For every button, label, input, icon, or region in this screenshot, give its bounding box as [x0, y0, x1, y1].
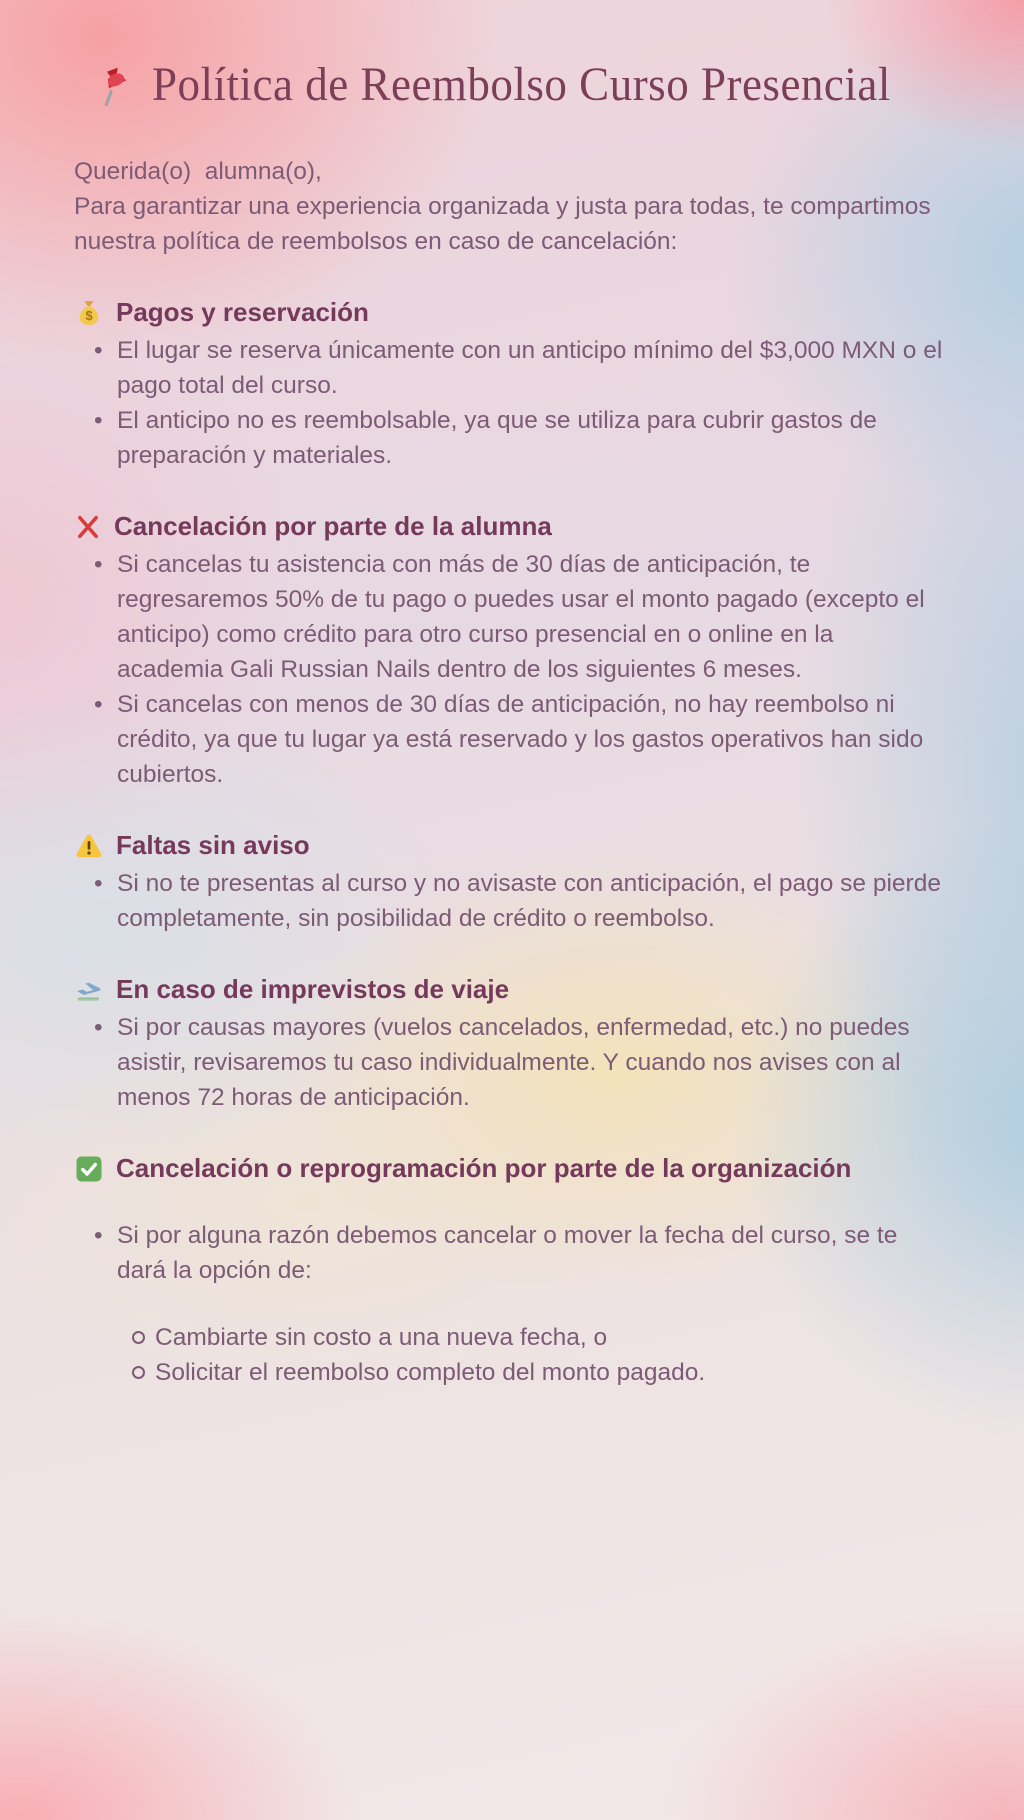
section-heading [74, 511, 964, 542]
intro-body: Para garantizar una experiencia organizada y justa para todas, te compartimos nuestra política de reembolsos en caso de cancelación: [74, 193, 931, 255]
list-item: • Si por alguna razón debemos cancelar o mover la fecha del curso, se te dará la opción de: [94, 1218, 946, 1288]
intro-greeting: Querida(o) alumna(o), [74, 158, 322, 185]
section-heading-text: Faltas sin aviso [116, 830, 310, 860]
section-heading-text: En caso de imprevistos de viaje [116, 974, 510, 1004]
page-title [92, 58, 964, 110]
bullet-list [74, 866, 946, 936]
section-heading [74, 297, 964, 328]
list-item: Solicitar el reembolso completo del monto pagado. [132, 1355, 964, 1390]
bullet-list [74, 1010, 946, 1115]
pushpin-icon [92, 62, 136, 106]
svg-text:$: $ [85, 307, 93, 323]
sub-bullet-list [112, 1320, 964, 1390]
bullet-list [74, 333, 946, 473]
section-heading-text: Cancelación o reprogramación por parte de la organización [116, 1153, 852, 1183]
section-faltas-sin-aviso [74, 830, 964, 936]
section-heading-text: Cancelación por parte de la alumna [114, 511, 552, 541]
money-bag-icon [74, 298, 104, 328]
section-heading [74, 830, 964, 861]
list-item: • Si cancelas con menos de 30 días de anticipación, no hay reembolso ni crédito, ya que tu lugar ya está reservado y los gastos operativos han sido cubiertos. [94, 687, 946, 792]
section-pagos-y-reservacion [74, 297, 964, 473]
section-heading-text: Pagos y reservación [116, 297, 369, 327]
list-item: • Si por causas mayores (vuelos cancelados, enfermedad, etc.) no puedes asistir, revisaremos tu caso individualmente. Y cuando nos avises con al menos 72 horas de anticipación. [94, 1010, 946, 1115]
section-imprevistos-viaje [74, 974, 964, 1115]
page-title-text: Política de Reembolso Curso Presencial [152, 57, 891, 111]
list-item: • El lugar se reserva únicamente con un anticipo mínimo del $3,000 MXN o el pago total del curso. [94, 333, 946, 403]
list-item: Cambiarte sin costo a una nueva fecha, o [132, 1320, 964, 1355]
warning-icon [74, 831, 104, 861]
list-item: • Si cancelas tu asistencia con más de 30 días de anticipación, te regresaremos 50% de tu pago o puedes usar el monto pagado (excepto el anticipo) como crédito para otro curso presencial en o online en la academia Gali Russian Nails dentro de los siguientes 6 meses. [94, 547, 946, 687]
list-item: • Si no te presentas al curso y no avisaste con anticipación, el pago se pierde completamente, sin posibilidad de crédito o reembolso. [94, 866, 946, 936]
cross-mark-icon [74, 513, 102, 541]
bullet-list [74, 1218, 946, 1288]
bullet-list [74, 547, 946, 792]
section-heading [74, 1153, 964, 1184]
list-item: • El anticipo no es reembolsable, ya que se utiliza para cubrir gastos de preparación y materiales. [94, 403, 946, 473]
intro-paragraph [74, 154, 946, 259]
section-heading [74, 974, 964, 1005]
section-cancelacion-organizacion [74, 1153, 964, 1390]
check-mark-icon [74, 1154, 104, 1184]
airplane-departure-icon [74, 975, 104, 1005]
section-cancelacion-alumna [74, 511, 964, 792]
